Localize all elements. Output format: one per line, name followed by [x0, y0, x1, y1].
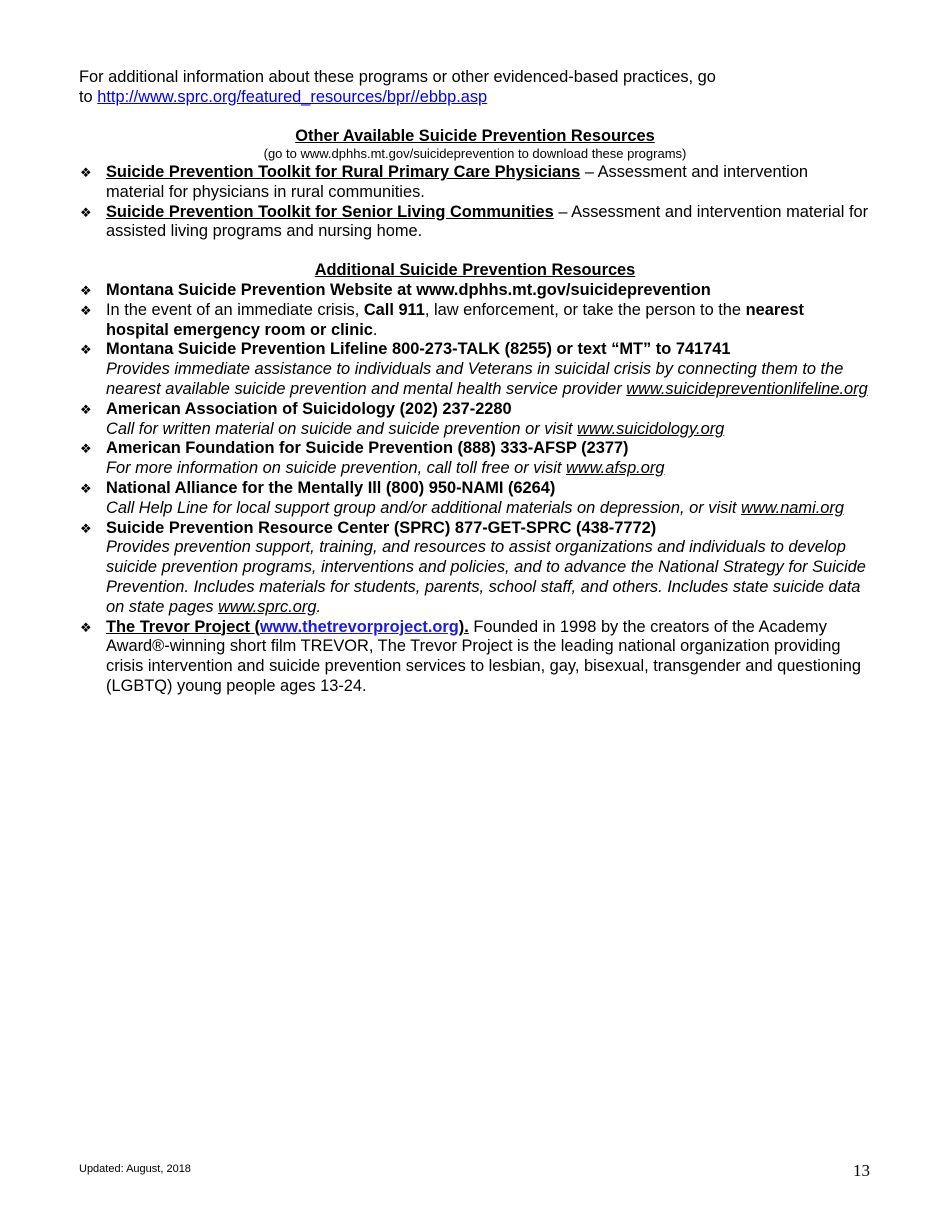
bullet-icon: ❖: [80, 342, 92, 358]
updated-date: Updated: August, 2018: [79, 1163, 191, 1175]
bullet-icon: ❖: [80, 165, 92, 180]
list-item: [79, 479, 869, 519]
intro-paragraph: [79, 68, 879, 108]
sprc-end: .: [316, 597, 322, 616]
aas-link[interactable]: www.suicidology.org: [577, 419, 725, 438]
bullet-icon: ❖: [80, 401, 92, 417]
other-resources-heading: Other Available Suicide Prevention Resources: [295, 127, 655, 145]
lifeline-link[interactable]: www.suicidepreventionlifeline.org: [626, 379, 868, 398]
additional-resources-list: [79, 281, 869, 697]
bullet-icon: ❖: [80, 619, 92, 635]
intro-text: For additional information about these programs or other evidenced-based practices, go: [79, 68, 716, 86]
toolkit-rural-title: Suicide Prevention Toolkit for Rural Primary Care Physicians: [106, 163, 581, 181]
lifeline-title: Montana Suicide Prevention Lifeline 800-273-TALK (8255) or text “MT” to 741741: [106, 340, 731, 359]
bullet-icon: ❖: [80, 441, 92, 457]
list-item: [79, 340, 869, 399]
list-item: [79, 281, 869, 301]
trevor-title: The Trevor Project (: [106, 617, 260, 636]
sprc-desc: Provides prevention support, training, and resources to assist organizations and individuals to develop suicide prevention programs, interventions and policies, and to advance the National Strategy for Suicide Prevention. Includes materials for students, parents, school staff, and others. Includes state suicide data on state pages: [106, 538, 866, 616]
nami-link[interactable]: www.nami.org: [741, 498, 844, 517]
bullet-icon: ❖: [80, 302, 92, 318]
aas-title: American Association of Suicidology (202) 237-2280: [106, 399, 512, 418]
list-item: [79, 439, 869, 479]
sprc-title: Suicide Prevention Resource Center (SPRC) 877-GET-SPRC (438-7772): [106, 518, 657, 537]
aas-desc: Call for written material on suicide and suicide prevention or visit: [106, 419, 577, 438]
nami-desc: Call Help Line for local support group and/or additional materials on depression, or visit: [106, 498, 742, 517]
additional-resources-heading: Additional Suicide Prevention Resources: [314, 261, 636, 279]
other-resources-note: (go to www.dphhs.mt.gov/suicideprevention to download these programs): [263, 146, 687, 161]
bullet-icon: ❖: [80, 520, 92, 536]
nearest-hospital: nearest hospital emergency room or clinic: [106, 300, 804, 339]
afsp-link[interactable]: www.afsp.org: [566, 459, 665, 478]
list-item: [79, 301, 869, 341]
page-number: 13: [853, 1161, 870, 1180]
list-item: [79, 163, 869, 203]
sprc-link[interactable]: www.sprc.org: [218, 597, 317, 616]
ebbp-link[interactable]: http://www.sprc.org/featured_resources/bpr//ebbp.asp: [97, 87, 488, 106]
trevor-link[interactable]: www.thetrevorproject.org: [259, 617, 459, 636]
bullet-icon: ❖: [80, 480, 92, 496]
other-resources-list: [79, 163, 869, 242]
trevor-desc: Founded in 1998 by the creators of the Academy Award®-winning short film TREVOR, The Trevor Project is the leading national organization providing crisis intervention and suicide prevention services to lesbian, gay, bisexual, transgender and questioning (LGBTQ) young people ages 13-24.: [106, 617, 862, 695]
intro-text-to: to: [79, 87, 98, 106]
afsp-desc: For more information on suicide prevention, call toll free or visit: [106, 459, 567, 478]
list-item: [79, 519, 869, 618]
toolkit-rural-desc: – Assessment and intervention material for physicians in rural communities.: [106, 163, 809, 201]
crisis-text: In the event of an immediate crisis,: [106, 300, 364, 319]
lifeline-desc: Provides immediate assistance to individuals and Veterans in suicidal crisis by connecting them to the nearest available suicide prevention and mental health service provider: [106, 360, 844, 398]
toolkit-senior-desc: – Assessment and intervention material for assisted living programs and nursing home.: [106, 202, 869, 241]
call-911: Call 911: [363, 300, 425, 319]
trevor-title-end: ).: [458, 617, 469, 636]
list-item: [79, 618, 869, 697]
mt-website-title: Montana Suicide Prevention Website at www.dphhs.mt.gov/suicideprevention: [106, 281, 711, 299]
list-item: [79, 203, 869, 243]
nami-title: National Alliance for the Mentally Ill (800) 950-NAMI (6264): [106, 478, 556, 497]
bullet-icon: ❖: [80, 283, 92, 298]
bullet-icon: ❖: [80, 204, 92, 220]
toolkit-senior-title: Suicide Prevention Toolkit for Senior Living Communities: [106, 202, 554, 221]
list-item: [79, 400, 869, 440]
afsp-title: American Foundation for Suicide Prevention (888) 333-AFSP (2377): [106, 439, 629, 458]
crisis-text: .: [372, 320, 378, 339]
crisis-text: , law enforcement, or take the person to the: [424, 300, 746, 319]
